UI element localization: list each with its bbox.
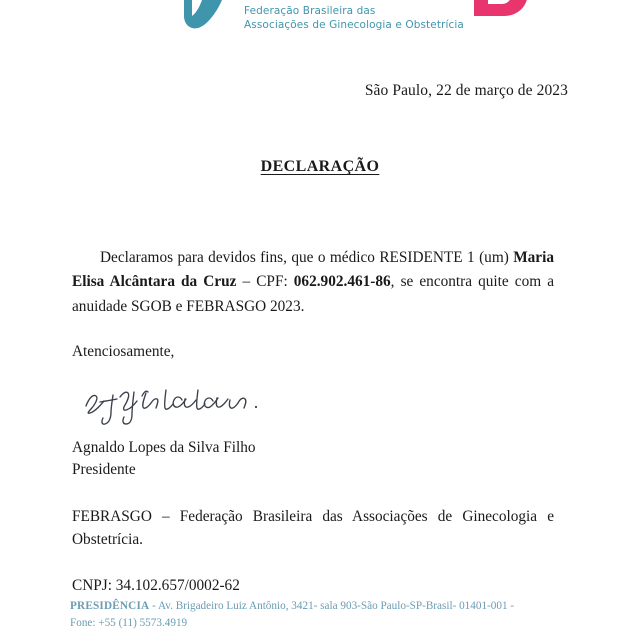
member-name: Maria Elisa Alcântara da Cruz xyxy=(72,249,554,291)
salutation: Atenciosamente, xyxy=(72,343,175,360)
signer-block xyxy=(72,437,256,480)
declaration-body xyxy=(72,246,554,318)
organization-name: FEBRASGO – Federação Brasileira das Associações de Ginecologia e Obstetrícia. xyxy=(72,508,554,548)
footer-phone: Fone: +55 (11) 5573.4919 xyxy=(70,616,188,629)
footer-address: - Av. Brigadeiro Luiz Antônio, 3421- sala 903-São Paulo-SP-Brasil- 01401-001 - xyxy=(149,600,515,612)
organization-cnpj: CNPJ: 34.102.657/0002-62 xyxy=(72,576,240,594)
febrasgo-logo-text xyxy=(244,5,464,34)
document-footer xyxy=(70,598,570,632)
febrasgo-logo-teal-mark xyxy=(176,0,238,34)
footer-address-line xyxy=(70,598,570,615)
body-lead: Declaramos para devidos fins, que o médico RESIDENTE 1 (um) xyxy=(100,249,514,267)
febrasgo-logo-pink-mark xyxy=(470,0,540,34)
logo-text-line2: Associações de Ginecologia e Obstetrícia xyxy=(244,18,464,31)
page-title-text: DECLARAÇÃO xyxy=(260,158,380,175)
febrasgo-logo xyxy=(176,0,540,34)
date-line: São Paulo, 22 de março de 2023 xyxy=(364,82,568,99)
body-tail: , se encontra quite com a anuidade SGOB e FEBRASGO 2023. xyxy=(72,273,555,315)
page-title xyxy=(72,158,568,176)
organization-block xyxy=(72,506,554,598)
body-cpf-separator: – CPF: xyxy=(236,273,294,291)
handwritten-signature xyxy=(80,378,300,426)
footer-label: PRESIDÊNCIA xyxy=(70,600,150,612)
signer-name: Agnaldo Lopes da Silva Filho xyxy=(72,439,256,456)
logo-text-line1: Federação Brasileira das xyxy=(244,5,376,18)
member-cpf: 062.902.461-86 xyxy=(293,273,391,291)
document-header xyxy=(0,0,640,42)
signer-role: Presidente xyxy=(72,460,136,478)
